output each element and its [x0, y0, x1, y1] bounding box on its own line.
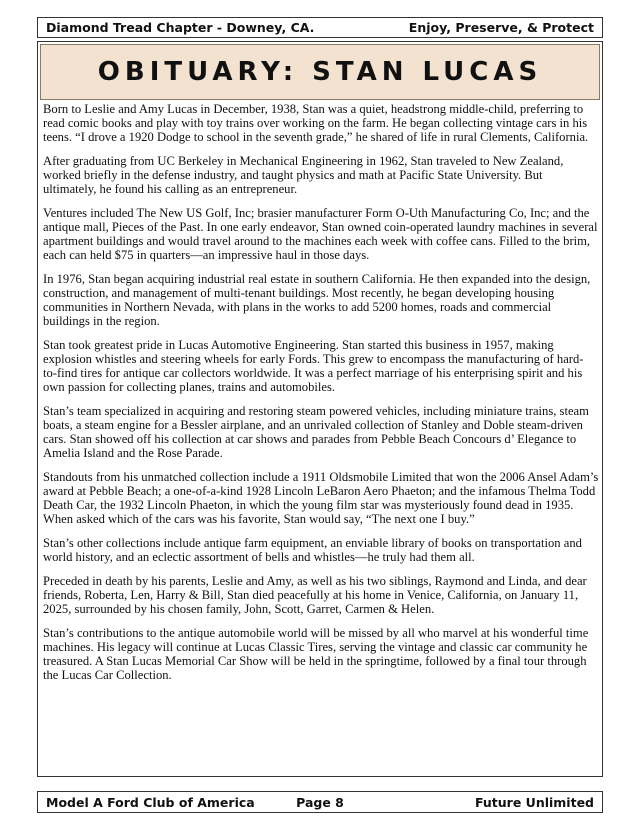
page-number: Page 8	[296, 795, 344, 810]
paragraph: Stan took greatest pride in Lucas Automotive Engineering. Stan started this business in 1957, making explosion whistles and steering wheels for early Fords. This grew to encompass the manufacturing of hard- to-find tires for antique car collectors worldwide. It was a perfect marriage of his enterprising spirit and his own passion for collecting planes, trains and automobiles.	[43, 338, 584, 394]
paragraph: After graduating from UC Berkeley in Mechanical Engineering in 1962, Stan traveled to New Zealand, worked briefly in the defense industry, and taught physics and math at Pacific State University. But ultimately, he found his calling as an entrepreneur.	[43, 154, 564, 196]
article-frame	[37, 41, 603, 777]
page-footer	[37, 791, 603, 813]
chapter-motto: Enjoy, Preserve, & Protect	[408, 20, 594, 35]
chapter-name: Diamond Tread Chapter - Downey, CA.	[46, 20, 315, 35]
paragraph: Born to Leslie and Amy Lucas in December, 1938, Stan was a quiet, headstrong middle-child, preferring to read comic books and play with toy trains over working on the farm. He began collecting vintage cars in his teens. “I drove a 1920 Dodge to school in the seventh grade,” he shared of life in rural Clements, California.	[43, 102, 589, 144]
paragraph: Standouts from his unmatched collection include a 1911 Oldsmobile Limited that won the 2006 Ansel Adam’s award at Pebble Beach; a one-of-a-kind 1928 Lincoln LeBaron Aero Phaeton; and the infamous Thelma Todd Death Car, the 1932 Lincoln Phaeton, in which the young film star was mysteriously found dead in 1935. When asked which of the cars was his favorite, Stan would say, “The next one I buy.”	[43, 470, 599, 526]
paragraph: Stan’s other collections include antique farm equipment, an enviable library of books on transportation and world history, and an eclectic assortment of bells and whistles—he truly had them all.	[43, 536, 582, 564]
paragraph: Ventures included The New US Golf, Inc; brasier manufacturer Form O-Uth Manufacturing Co, Inc; and the antique mall, Pieces of the Past. In one early endeavor, Stan owned coin-operated laundry machines in several apartment buildings and would travel around to the machines each week with coffee cans. Filled to the brim, each can held $75 in quarters—an impressive haul in those days.	[43, 206, 598, 262]
club-name: Model A Ford Club of America	[46, 795, 255, 810]
paragraph: Stan’s team specialized in acquiring and restoring steam powered vehicles, including miniature trains, steam boats, a steam engine for a Bessler airplane, and an unrivaled collection of Stanley and Doble steam-driven cars. Stan showed off his collection at car shows and parades from Pebble Beach Concours d’ Elegance to Amelia Island and the Rose Parade.	[43, 404, 589, 460]
paragraph: Stan’s contributions to the antique automobile world will be missed by all who marvel at his wonderful time machines. His legacy will continue at Lucas Classic Tires, serving the vintage and classic car community he treasured. A Stan Lucas Memorial Car Show will be held in the springtime, followed by a final tour through the Lucas Car Collection.	[43, 626, 589, 682]
article-title: OBITUARY: STAN LUCAS	[97, 57, 543, 87]
footer-tagline: Future Unlimited	[474, 795, 594, 810]
title-banner	[40, 44, 600, 100]
paragraph: Preceded in death by his parents, Leslie and Amy, as well as his two siblings, Raymond and Linda, and dear friends, Roberta, Len, Harry & Bill, Stan died peacefully at his home in Venice, California, on January 11, 2025, surrounded by his chosen family, John, Scott, Garret, Carmen & Helen.	[43, 574, 587, 616]
paragraph: In 1976, Stan began acquiring industrial real estate in southern California. He then expanded into the design, construction, and management of multi-tenant buildings. Most recently, he began developing housing communities in Northern Nevada, with plans in the works to add 5200 homes, roads and commercial buildings in the region.	[43, 272, 591, 328]
page-header	[37, 17, 603, 38]
article-body	[43, 102, 599, 692]
